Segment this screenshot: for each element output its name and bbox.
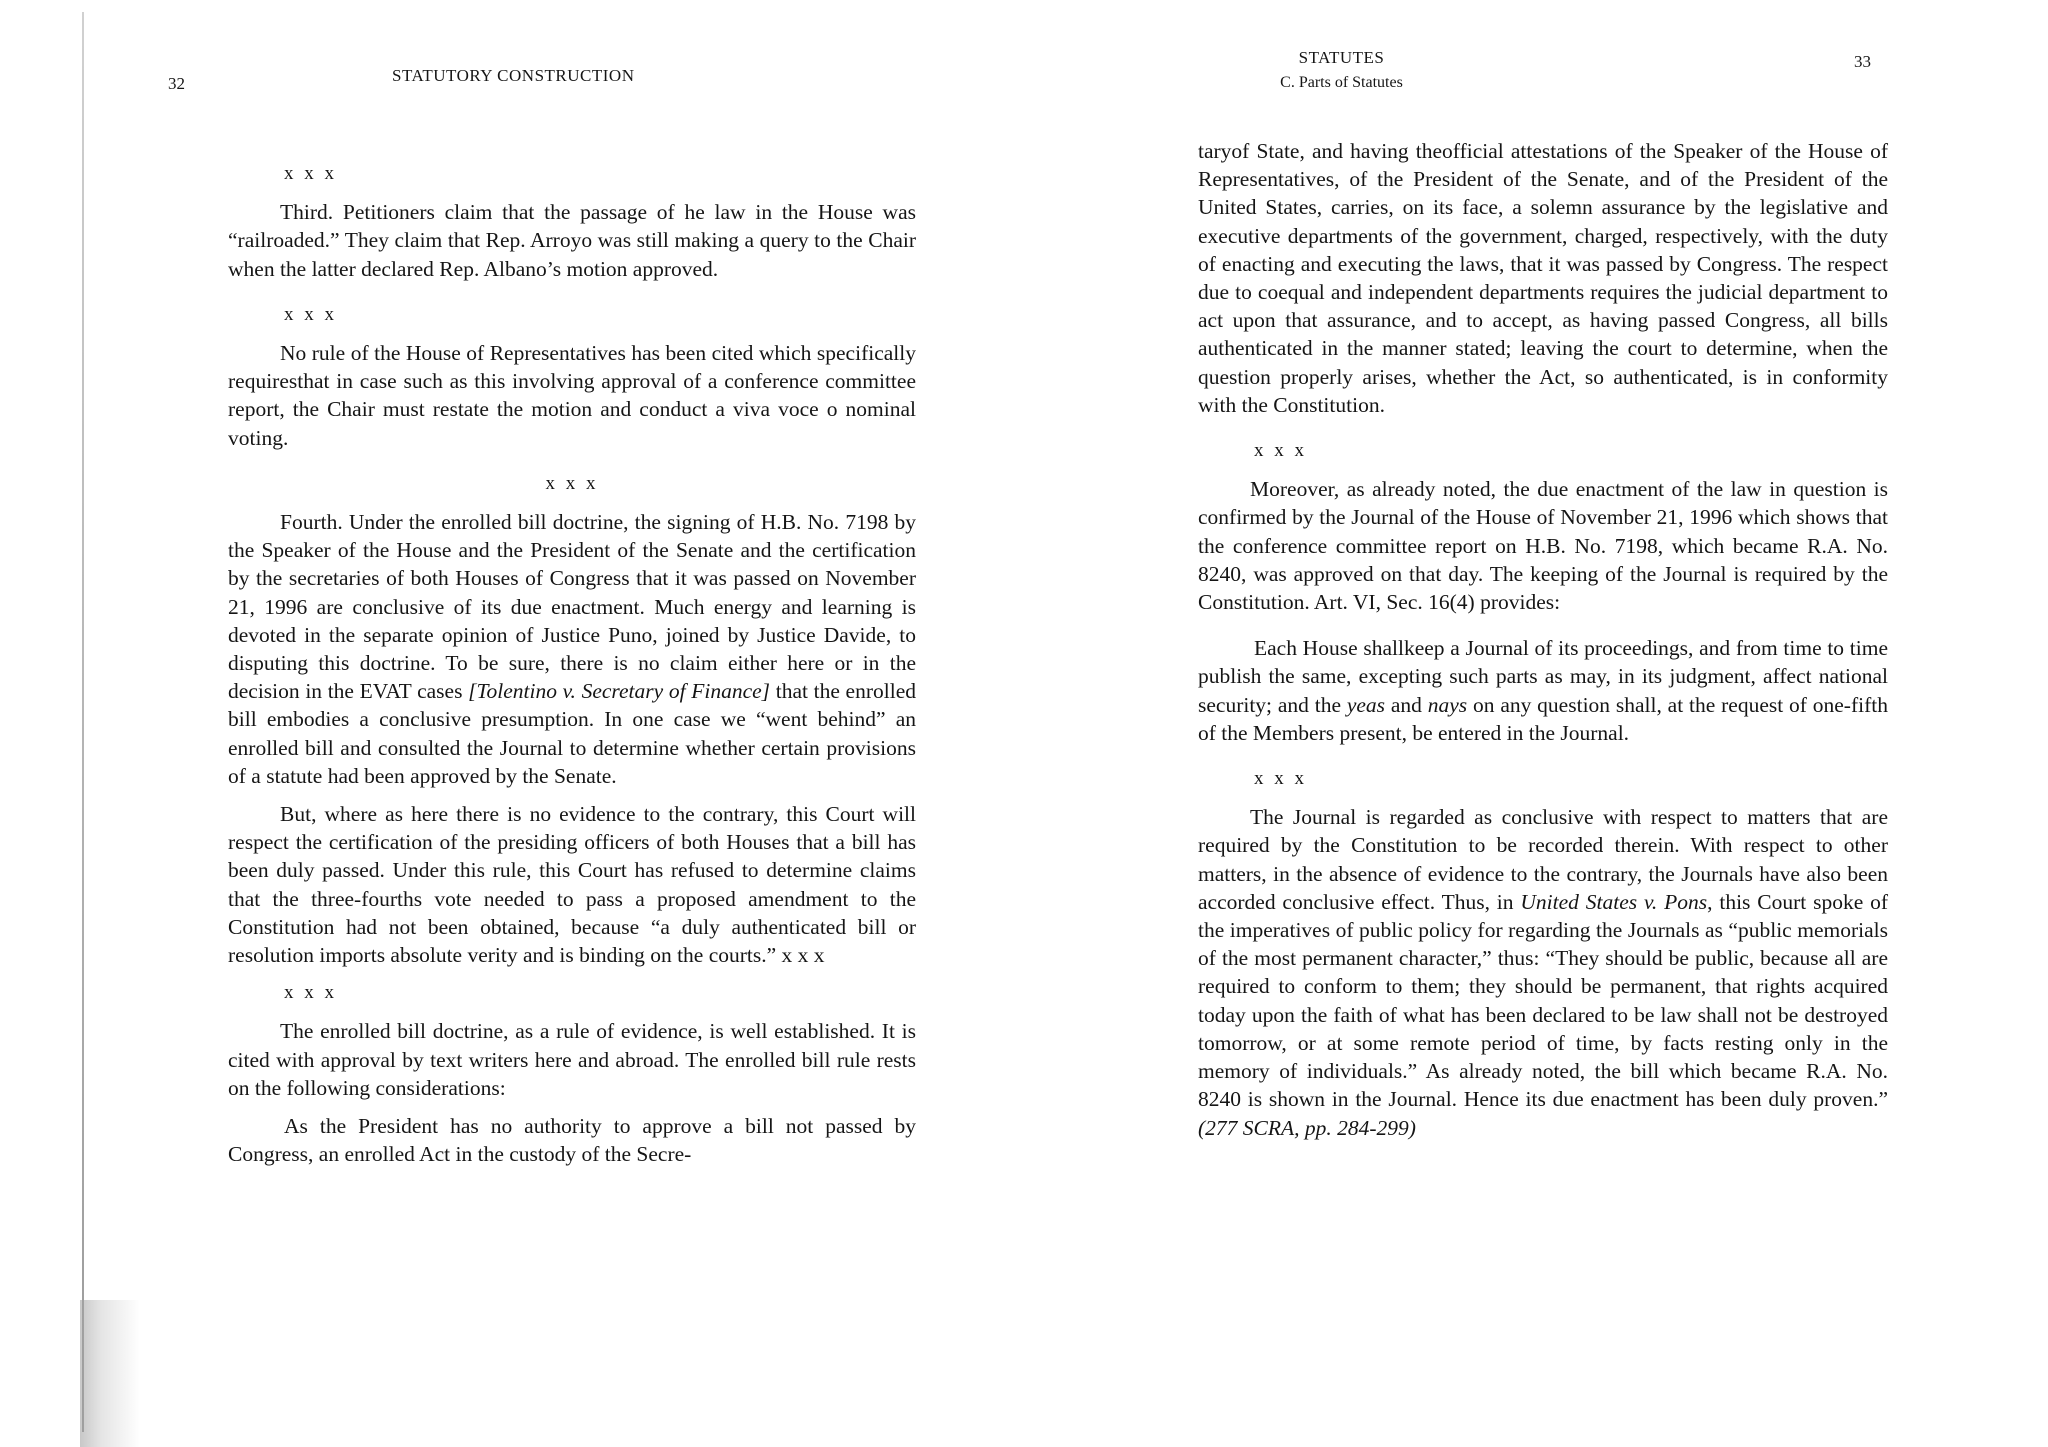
quote-constitution-text: Each House shallkeep a Journal of its proceedings, and from time to time publish the same, excepting such parts as may, in its judgment, affect national security; and the <box>1198 636 1888 717</box>
paragraph-journal-text: The Journal is regarded as conclusive with respect to matters that are required by the Constitution to be recorded therein. With respect to other matters, in the absence of evidence to the contrary, the Journals have also been accorded conclusive effect. Thus, in <box>1198 805 1888 914</box>
running-head: STATUTES <box>1298 48 1385 67</box>
paragraph-journal <box>1198 803 1888 1141</box>
ellipsis-marker: x x x <box>545 472 599 494</box>
spine-edge <box>82 12 84 1432</box>
gutter-shadow <box>80 1300 140 1447</box>
scra-citation: (277 SCRA, pp. 284-299) <box>1198 1115 1416 1140</box>
nays-term: nays <box>1427 692 1468 717</box>
case-citation: [Tolentino v. Secretary of Finance] <box>468 679 771 704</box>
ellipsis-marker: x x x <box>1254 768 1307 790</box>
paragraph-fourth <box>228 508 916 790</box>
paragraph-fourth-text-end: that the enrolled bill embodies a conclusive presumption. In one case we “went behind” an enrolled bill and consulted the Journal to determine whether certain provisions of a statute had been approved by the Senate. <box>228 679 916 788</box>
ellipsis-marker: x x x <box>284 303 337 325</box>
yeas-term: yeas <box>1346 692 1386 717</box>
right-page-body <box>1198 137 1888 1142</box>
ellipsis-marker: x x x <box>284 982 337 1004</box>
paragraph-third: Third. Petitioners claim that the passage of he law in the House was “railroaded.” They claim that Rep. Arroyo was still making a query to the Chair when the latter declared Rep. Albano’s motion approved. <box>228 200 916 281</box>
ellipsis-marker: x x x <box>284 163 337 184</box>
case-citation: United States v. Pons <box>1520 889 1708 914</box>
quote-constitution-text-end: on any question shall, at the request of one-fifth of the Members present, be entered in the Journal. <box>1198 692 1888 745</box>
paragraph-but: But, where as here there is no evidence to the contrary, this Court will respect the certification of the presiding officers of both Houses that a bill has been duly passed. Under this rule, this Court has refused to determine claims that the three-fourths vote needed to pass a proposed amendment to the Constitution had not been obtained, because “a duly authenticated bill or resolution imports absolute verity and is binding on the courts.” x x x <box>228 802 916 968</box>
paragraph-enrolled-bill: The enrolled bill doctrine, as a rule of evidence, is well established. It is cited with approval by text writers here and abroad. The enrolled bill rule rests on the following considerations: <box>228 1019 916 1100</box>
quote-president: As the President has no authority to approve a bill not passed by Congress, an enrolled Act in the custody of the Secre- <box>228 1114 916 1167</box>
page-number: 33 <box>1854 52 1871 71</box>
paragraph-moreover: Moreover, as already noted, the due enactment of the law in question is confirmed by the Journal of the House of November 21, 1996 which shows that the conference committee report on H.B. No. 7198, which became R.A. No. 8240, was approved on that day. The keeping of the Journal is required by the Constitution. Art. VI, Sec. 16(4) provides: <box>1198 477 1888 615</box>
ellipsis-marker: x x x <box>1254 440 1307 462</box>
running-head: STATUTORY CONSTRUCTION <box>392 66 635 85</box>
paragraph-fourth-text: Fourth. Under the enrolled bill doctrine, the signing of H.B. No. 7198 by the Speaker of the House and the President of the Senate and the certification by the secretaries of both Houses of Congress that it was passed on November 21, 1996 are conclusive of its due enactment. Much energy and learning is devoted in the separate opinion of Justice Puno, joined by Justice Davide, to disputing this doctrine. To be sure, there is no claim either here or in the decision in the EVAT cases <box>228 510 916 704</box>
paragraph-journal-text-end: , this Court spoke of the imperatives of public policy for regarding the Journals as “public memorials of the most permanent character,” thus: “They should be public, because all are required to conform to them; they should be permanent, that rights acquired today upon the faith of what has been declared to be law shall not be destroyed tomorrow, or at some remote period of time, by facts resting only in the memory of individuals.” As already noted, the bill which became R.A. No. 8240 is shown in the Journal. Hence its due enactment has been duly proven.” <box>1198 889 1889 1112</box>
page-number: 32 <box>168 74 185 93</box>
quote-conjunction: and <box>1385 692 1428 717</box>
quote-constitution <box>1198 634 1888 747</box>
paragraph-continued: taryof State, and having theofficial attestations of the Speaker of the House of Representatives, of the President of the Senate, and of the President of the United States, carries, on its face, a solemn assurance by the legislative and executive departments of the government, charged, respectively, with the duty of enacting and executing the laws, that it was passed by Congress. The respect due to coequal and independent departments requires the judicial department to act upon that assurance, and to accept, as having passed Congress, all bills authenticated in the manner stated; leaving the court to determine, when the question properly arises, whether the Act, so authenticated, is in conformity with the Constitution. <box>1198 139 1888 417</box>
paragraph-no-rule: No rule of the House of Representatives has been cited which specifically requiresthat in case such as this involving approval of a conference committee report, the Chair must restate the motion and conduct a viva voce o nominal voting. <box>228 341 916 450</box>
left-page-body <box>228 160 916 1169</box>
running-subhead: C. Parts of Statutes <box>1280 74 1403 91</box>
